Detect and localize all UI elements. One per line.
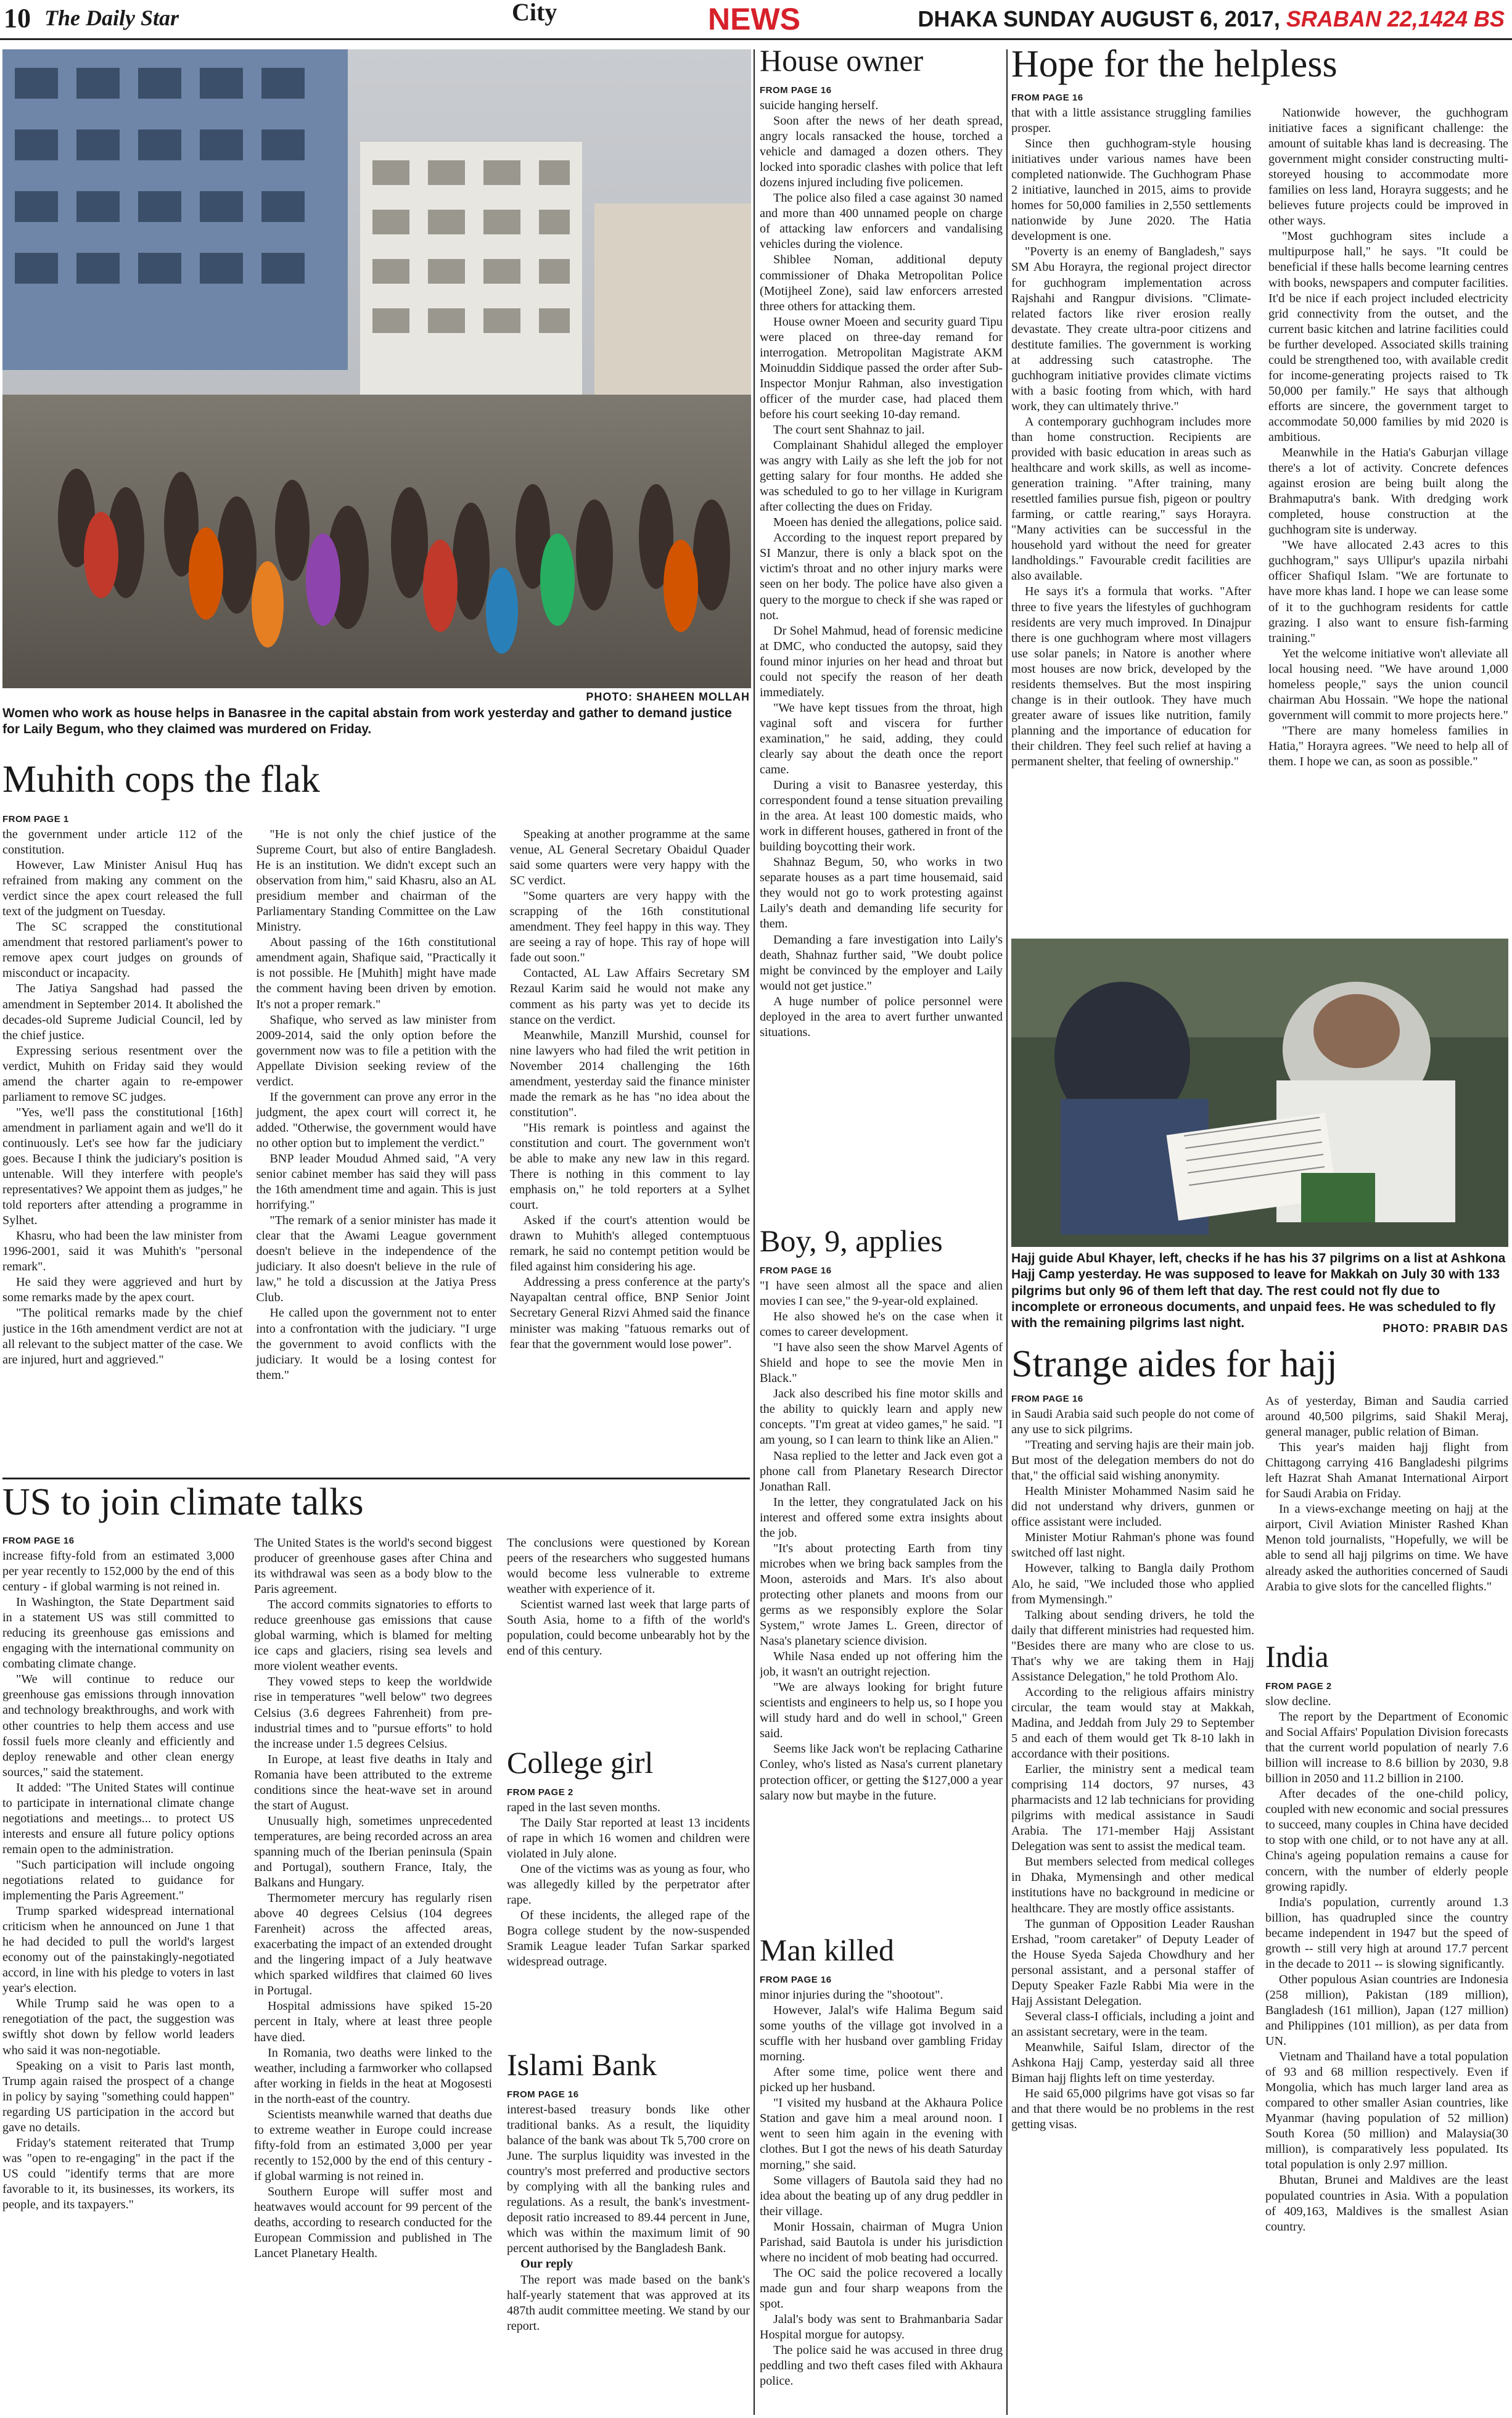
paragraph: "Yes, we'll pass the constitutional [16th] amendment in parliament again and we'll do it continuously. Let's see how far the judiciary goes. Because I think the judiciary's position is untenable. Will they interfere with people's representatives? We appoint them as judges," he told reporters after attending a programme in Sylhet.: [2, 1105, 243, 1228]
date-text: DHAKA SUNDAY AUGUST 6, 2017,: [918, 6, 1280, 31]
paragraph: "There are many homeless families in Hatia," Horayra agrees. "We need to help all of them. I hope we can, as soon as possible.": [1268, 723, 1508, 768]
paragraph: Shiblee Noman, additional deputy commissioner of Dhaka Metropolitan Police (Motijheel Zone), said law enforcers arrested three others for attacking them.: [760, 253, 1003, 313]
paragraph: The Jatiya Sangshad had passed the amendment in September 2014. It abolished the decades-old Supreme Judicial Council, led by the chief justice.: [2, 982, 243, 1042]
college-girl-body: [507, 1800, 750, 1970]
paragraph: Of these incidents, the alleged rape of the Bogra college student by the now-suspended Sramik League leader Tufan Sarkar sparked widespread outrage.: [507, 1909, 750, 1969]
climate-article-col3: [507, 1536, 750, 1743]
college-girl-from: FROM PAGE 2: [507, 1787, 573, 1798]
paragraph: "The political remarks made by the chief justice in the 16th amendment verdict are not at all relevant to the subject matter of the case. We are injured, hurt and aggrieved.": [2, 1306, 243, 1367]
paragraph: Several class-I officials, including a joint and an assistant secretary, were in the team.: [1011, 2009, 1254, 2039]
paragraph: Addressing a press conference at the party's Nayapaltan central office, BNP Senior Joint Secretary General Rizvi Ahmed said the finance minister was making "fatuous remarks out of fear that the government would lose power".: [509, 1275, 750, 1351]
paragraph: The police said he was accused in three drug peddling and two theft cases filed with Akhaura police.: [760, 2343, 1003, 2388]
paragraph: The OC said the police recovered a locally made gun and four sharp weapons from the spot.: [760, 2266, 1003, 2311]
paragraph: In a views-exchange meeting on hajj at the airport, Civil Aviation Minister Rashed Khan Menon told journalists, "Hopefully, we will be able to send all hajj pilgrims on time. We have already asked the authorities concerned of Saudi Arabia to give slots for the cancelled flights.": [1265, 1502, 1508, 1593]
paragraph: increase fifty-fold from an estimated 3,000 per year recently to 152,000 by the end of this century - if global warming is not reined in.: [2, 1549, 234, 1594]
paragraph: "It's about protecting Earth from tiny microbes when we bring back samples from the Moon, asteroids and Mars. It's also about protecting other planets and moons from our germs as we responsibly explore the Solar System," wrote James L. Green, director of Nasa's planetary science division.: [760, 1541, 1003, 1648]
paragraph: During a visit to Banasree yesterday, this correspondent found a tense situation prevailing in the area. At least 100 domestic maids, who work in different houses, gathered in front of the building boycotting their work.: [760, 778, 1003, 854]
muhith-headline: Muhith cops the flak: [2, 759, 320, 800]
hope-headline: Hope for the helpless: [1011, 43, 1337, 85]
paragraph: "His remark is pointless and against the constitution and court. The government won't be able to make any new law in this regard. There is nothing in this comment to lay emphasis on," he told reporters at a Sylhet court.: [509, 1121, 750, 1212]
lead-photo-credit: PHOTO: SHAHEEN MOLLAH: [586, 691, 750, 703]
paragraph: However, Jalal's wife Halima Begum said some youths of the village got involved in a scuffle with her husband over gambling Friday morning.: [760, 2004, 1003, 2064]
paragraph: raped in the last seven months.: [507, 1801, 660, 1814]
paragraph: Thermometer mercury has regularly risen above 40 degrees Celsius (104 degrees Farenheit) across the affected areas, exacerbating the impact of an extended drought and the lingering impact of a July heatwave which sparked wildfires that claimed 60 lives in Portugal.: [254, 1891, 492, 1998]
paragraph: in Saudi Arabia said such people do not come of any use to sick pilgrims.: [1011, 1407, 1254, 1437]
paragraph: "We will continue to reduce our greenhouse gas emissions through innovation and technology breakthroughs, and work with other countries to help them access and use fossil fuels more cleanly and efficiently and deploy renewable and other clean energy sources," said the statement.: [2, 1672, 234, 1779]
paragraph: House owner Moeen and security guard Tipu were placed on three-day remand for interrogation. Metropolitan Magistrate AKM Moinuddin Siddique passed the order after Sub-Inspector Monjur Rahman, also investigation officer of the murder case, had placed them before his court seeking 10-day remand.: [760, 315, 1003, 421]
paragraph: Seems like Jack won't be replacing Catharine Conley, who's listed as Nasa's current planetary protection officer, or getting the $127,000 a year salary now but maybe in the future.: [760, 1742, 1003, 1803]
paragraph: A huge number of police personnel were deployed in the area to avert further unwanted situations.: [760, 994, 1003, 1039]
hope-body: [1011, 105, 1508, 926]
paragraph: He says it's a formula that works. "After three to five years the lifestyles of guchhogram residents are very much improved. In Dinajpur there is one guchhogram where most villagers use solar panels; in Natore is another where most houses are now brick, developed by the residents themselves. But the most inspiring change is in their outlook. They have much greater aware of issues like nutrition, family planning and the importance of education for their children. They feel such relief at having a permanent shelter, that feeling of ownership.": [1011, 585, 1251, 768]
paragraph: The gunman of Opposition Leader Raushan Ershad, "room caretaker" of Deputy Leader of the House Syeda Sajeda Chowdhury and her personal assistant, and a personal staffer of Deputy Speaker Fazle Rabbi Mia were in the Hajj Assistant Delegation.: [1011, 1917, 1254, 2008]
masthead: [0, 0, 1512, 40]
paragraph: Speaking on a visit to Paris last month, Trump again raised the prospect of a change in policy by saying "something could happen" regarding US participation in the accord but gave no details.: [2, 2058, 234, 2134]
paragraph: After some time, police went there and picked up her husband.: [760, 2065, 1003, 2095]
college-girl-article: [507, 1787, 750, 2046]
paragraph: Earlier, the ministry sent a medical team comprising 114 doctors, 97 nurses, 43 pharmacists and 12 lab technicians for providing pilgrims with medical assistance in Saudi Arabia. The 171-member Hajj Assistant Delegation was sent to assist the medical team.: [1011, 1762, 1254, 1854]
paragraph: "We are always looking for bright future scientists and engineers to help us, so I hope you will study hard and do well in school," Green said.: [760, 1680, 1003, 1741]
paragraph: Friday's statement reiterated that Trump was "open to re-engaging" in the pact if the US could "identify terms that are more favorable to it, its businesses, its workers, its people, and its taxpayers.": [2, 2136, 234, 2211]
paragraph: Vietnam and Thailand have a total population of 93 and 68 million respectively. Even if Mongolia, which has much larger land area as compared to other smaller Asian countries, like Myanmar (having population of 52 million) South Korea (50 million) and Malaysia(30 million), is comparatively less populated. Its total population is only 2.97 million.: [1265, 2050, 1508, 2172]
paragraph: However, Law Minister Anisul Huq has refrained from making any comment on the verdict since the apex court released the full text of the judgment on Tuesday.: [2, 858, 243, 919]
islami-bank-body: [507, 2102, 750, 2334]
bangla-date: SRABAN 22,1424 BS: [1286, 6, 1505, 31]
paragraph: "Most guchhogram sites include a multipurpose hall," he says. "It could be beneficial if these halls become learning centres with books, newspapers and computer facilities. It'd be nice if each project included electricity grid connectivity from the outset, and the current basic kitchen and latrine facilities could be further developed. Associated skills training could be strengthened too, with available credit for income-generating projects raised to Tk 50,000 per family." He says that although efforts are sincere, the government target to accommodate 50,000 families by mid 2020 is ambitious.: [1268, 229, 1508, 444]
climate-from: FROM PAGE 16: [2, 1536, 75, 1546]
india-article: [1265, 1681, 1508, 2415]
paragraph: They vowed steps to keep the worldwide rise in temperatures "well below" two degrees Celsius (3.6 degrees Fahrenheit) from pre-industrial times and to "pursue efforts" to hold the increase under 1.5 degrees Celsius.: [254, 1675, 492, 1751]
paragraph: However, talking to Bangla daily Prothom Alo, he said, "We included those who applied from Mymensingh.": [1011, 1561, 1254, 1606]
muhith-body: [2, 827, 750, 1456]
paragraph: Speaking at another programme at the same venue, AL General Secretary Obaidul Quader said some quarters were very happy with the SC verdict.: [509, 828, 750, 888]
paragraph: Contacted, AL Law Affairs Secretary SM Rezaul Karim said he would not make any comment as his party was yet to decide its stance on the verdict.: [509, 966, 750, 1027]
paragraph: Shahnaz Begum, 50, who works in two separate houses as a part time housemaid, said they would not go to work protesting against Laily's death and demanding life security for them.: [760, 855, 1003, 931]
climate-article-col1: [2, 1536, 234, 2414]
news-label: NEWS: [708, 2, 800, 36]
paragraph: In the letter, they congratulated Jack on his interest and offered some extra insights about the job.: [760, 1495, 1003, 1540]
paragraph: Trump sparked widespread international criticism when he announced on June 1 that he had decided to pull the world's largest economy out of the painstakingly-negotiated accord, in line with his pledge to voters in last year's election.: [2, 1904, 234, 1996]
paragraph: Moeen has denied the allegations, police said.: [773, 516, 1003, 530]
paragraph: Since then guchhogram-style housing initiatives under various names have been completed nationwide. The Guchhogram Phase 2 initiative, launched in 2015, aims to provide homes for 50,000 families in 2,550 settlements nationwide by June 2020. The Hatia development is one.: [1011, 137, 1251, 244]
paragraph: Asked if the court's attention would be drawn to Muhith's alleged contemptuous remark, he said no contempt petition would be filed against him considering his age.: [509, 1214, 750, 1274]
paragraph: But members selected from medical colleges in Dhaka, Mymensingh and other medical institutions have no background in medicine or healthcare. They are mostly office assistants.: [1011, 1855, 1254, 1915]
dateline: [918, 6, 1505, 32]
hajj-photo-caption: Hajj guide Abul Khayer, left, checks if he has his 37 pilgrims on a list at Ashkona Hajj Camp yesterday. He was supposed to leave for Makkah on July 30 with 133 pilgrims but only 96 of them left that day. The rest could not fly due to incomplete or erroneous documents, and unpaid fees. He was scheduled to fly with the remaining pilgrims last night.: [1011, 1251, 1506, 1330]
paragraph: In Romania, two deaths were linked to the weather, including a farmworker who collapsed after working in fields in the heat at Mogosesti in the north-east of the country.: [254, 2046, 492, 2106]
paragraph: The court sent Shahnaz to jail.: [773, 422, 925, 437]
hope-from: FROM PAGE 16: [1011, 93, 1083, 103]
paragraph: Meanwhile in the Hatia's Gaburjan village there's a lot of activity. Concrete defences against erosion are being built along the Brahmaputra's bank. With dredging work completed, house construction at the guchhogram site is underway.: [1268, 446, 1508, 537]
climate-body-2: [254, 1536, 492, 2261]
paragraph: India's population, currently around 1.3 billion, has quadrupled since the country became independent in 1947 but the speed of growth -- still very high at around 17.7 percent in the decade to 2011 -- is slowing significantly.: [1265, 1895, 1508, 1971]
paragraph: "I have also seen the show Marvel Agents of Shield and hope to see the movie Men in Black.": [760, 1341, 1003, 1386]
paragraph: "We have allocated 2.43 acres to this guchhogram," says Ullipur's upazila nirbahi officer Shafiqul Islam. "We are fortunate to have more khas land. I hope we can lease some of it to the guchhogram residents for cattle grazing. I also want to ensure fish-farming training.": [1268, 538, 1508, 645]
hajj-article-col1: [1011, 1394, 1254, 2415]
paragraph: According to the inquest report prepared by SI Manzur, there is only a black spot on the victim's throat and no other injury marks were seen on her body. The police have also given a query to the morgue to check if she was raped or not.: [760, 531, 1003, 622]
india-body: [1265, 1694, 1508, 2235]
hajj-headline: Strange aides for hajj: [1011, 1343, 1337, 1385]
paragraph: "Poverty is an enemy of Bangladesh," says SM Abu Horayra, the regional project director for guchhogram implementation across Rajshahi and Rangpur divisions. "Climate-related factors like river erosion really devastate. They create ultra-poor citizens and destitute families. The government is working at addressing such catastrophe. The guchhogram initiative provides climate victims with a basic footing from which, with hard work, they can ultimately thrive.": [1011, 245, 1251, 413]
paragraph: Some villagers of Bautola said they had no idea about the beating up of any drug peddler in their village.: [760, 2173, 1003, 2218]
islami-bank-from: FROM PAGE 16: [507, 2089, 579, 2100]
islami-bank-article: [507, 2089, 750, 2415]
paragraph: Khasru, who had been the law minister from 1996-2001, said it was Muhith's "personal remark".: [2, 1229, 243, 1274]
india-headline: India: [1265, 1639, 1329, 1674]
climate-headline: US to join climate talks: [2, 1481, 364, 1523]
paragraph: Other populous Asian countries are Indonesia (258 million), Pakistan (189 million), Bangladesh (161 million), Japan (127 million) and Philippines (101 million), as per data from UN.: [1265, 1972, 1508, 2049]
paragraph: Monir Hossain, chairman of Mugra Union Parishad, said Bautola is under his jurisdiction where no incident of mob beating had occurred.: [760, 2219, 1003, 2264]
paragraph: The United States is the world's second biggest producer of greenhouse gases after China and its withdrawal was seen as a body blow to the Paris agreement.: [254, 1536, 492, 1597]
lead-photo-caption: Women who work as house helps in Banasree in the capital abstain from work yesterday and gather to demand justice for Laily Begum, who they claimed was murdered on Friday.: [2, 706, 732, 737]
paragraph: Scientists meanwhile warned that deaths due to extreme weather in Europe could increase fifty-fold from an estimated 3,000 per year recently to 152,000 by the end of this century - if global warming is not reined in.: [254, 2107, 492, 2183]
paragraph: BNP leader Moudud Ahmed said, "A very senior cabinet member has said they will pass the 16th amendment time and again. This is just horrifying.": [256, 1151, 496, 1212]
paragraph: "The remark of a senior minister has made it clear that the Awami League government doesn't believe in the independence of the judiciary. It also doesn't believe in the rule of law," he told a discussion at the Jatiya Press Club.: [256, 1214, 496, 1305]
paragraph: that with a little assistance struggling families prosper.: [1011, 106, 1251, 136]
paragraph: Meanwhile, Manzill Murshid, counsel for nine lawyers who had filed the writ petition in November 2014 challenging the 16th amendment, yesterday said the finance minister made the remark as he has "no idea about the constitution".: [509, 1028, 750, 1119]
paragraph: While Nasa ended up not offering him the job, it wasn't an outright rejection.: [760, 1650, 1003, 1679]
paragraph: About passing of the 16th constitutional amendment again, Shafique said, "Practically it is not possible. He [Muhith] might have made the comment having been driven by emotion. It's not a proper remark.": [256, 936, 496, 1011]
hajj-photo-credit: PHOTO: PRABIR DAS: [1383, 1322, 1508, 1334]
climate-body-1: [2, 1548, 234, 2213]
paragraph: While Trump said he was open to a renegotiation of the pact, the suggestion was swiftly shot down by fellow world leaders who said it was non-negotiable.: [2, 1997, 234, 2057]
hajj-from: FROM PAGE 16: [1011, 1394, 1083, 1404]
paragraph: "Treating and serving hajis are their main job. But most of the delegation members do not do that," the official said wishing anonymity.: [1011, 1438, 1254, 1483]
paragraph: "I have seen almost all the space and alien movies I can see," the 9-year-old explained.: [760, 1279, 1003, 1309]
boy-from: FROM PAGE 16: [760, 1265, 832, 1276]
paragraph: Dr Sohel Mahmud, head of forensic medicine at DMC, who conducted the autopsy, said they found minor injuries on her head and throat but could not specify the reason of her death immediately.: [760, 623, 1003, 699]
paragraph: Talking about sending drivers, he told the daily that different ministries had requested him. "Besides there are many who are close to us. That's why we are taking them in Hajj Assistance Delegation," he told Prothom Alo.: [1011, 1608, 1254, 1684]
paragraph: The accord commits signatories to efforts to reduce greenhouse gas emissions that cause global warming, which is blamed for melting ice caps and glaciers, rising sea levels and more violent weather events.: [254, 1598, 492, 1674]
paragraph: "I visited my husband at the Akhaura Police Station and gave him a meal around noon. I went to seen him again in the evening with clothes. But I got the news of his death Saturday morning," she said.: [760, 2096, 1003, 2172]
climate-article-col2: [254, 1536, 492, 2414]
paragraph: the government under article 112 of the constitution.: [2, 828, 243, 857]
hajj-guide-image: [1011, 939, 1508, 1247]
section-label: City: [512, 0, 557, 26]
paragraph: slow decline.: [1265, 1695, 1331, 1708]
paragraph: He called upon the government not to enter into a confrontation with the judiciary. "I urge the government to avoid conflicts with the judiciary. It would be a losing contest for them.": [256, 1306, 496, 1382]
paragraph: Unusually high, sometimes unprecedented temperatures, are being recorded across an area spanning much of the Iberian peninsula (Spain and Portugal), southern France, Italy, the Balkans and Hungary.: [254, 1814, 492, 1890]
paragraph: Hospital admissions have spiked 15-20 percent in Italy, where at least three people have died.: [254, 1999, 492, 2044]
man-killed-from: FROM PAGE 16: [760, 1975, 832, 1985]
hajj-body-1: [1011, 1407, 1254, 2132]
paragraph: suicide hanging herself.: [760, 99, 879, 112]
paragraph: Nasa replied to the letter and Jack even got a phone call from Planetary Research Director Jonathan Rall.: [760, 1449, 1003, 1494]
column-divider: [754, 49, 755, 2415]
paragraph: The conclusions were questioned by Korean peers of the researchers who suggested humans would become less vulnerable to extreme weather with experience of it.: [507, 1536, 750, 1597]
muhith-from: FROM PAGE 1: [2, 814, 69, 825]
paragraph: "Such participation will include ongoing negotiations related to guidance for implementing the Paris Agreement.": [2, 1857, 234, 1903]
paragraph: The Daily Star reported at least 13 incidents of rape in which 16 women and children were violated in July alone.: [507, 1816, 750, 1861]
house-owner-article: [760, 85, 1003, 1233]
paragraph: Bhutan, Brunei and Maldives are the least populated countries in Asia. With a population of 409,163, Maldives is the smallest Asian country.: [1265, 2173, 1508, 2234]
paragraph: "We have kept tissues from the throat, high vaginal soft and viscera for further examination," he said, adding, they could clearly say about the death once the report came.: [760, 701, 1003, 777]
house-owner-body: [760, 98, 1003, 1040]
boy-headline: Boy, 9, applies: [760, 1223, 943, 1258]
protest-scene-image: [2, 49, 751, 688]
paragraph: Nationwide however, the guchhogram initiative faces a significant challenge: the amount of suitable khas land is decreasing. The government might consider constructing multi-storeyed housing to accommodate more families on less land, Horayra suggests; and he believes future projects could be improved in other ways.: [1268, 106, 1508, 228]
paragraph: Soon after the news of her death spread, angry locals ransacked the house, torched a vehicle and damaged a dozen others. They locked into sporadic clashes with police that left dozens injured including five policemen.: [760, 114, 1003, 190]
islami-bank-headline: Islami Bank: [507, 2047, 657, 2082]
muhith-article: [2, 814, 750, 1470]
paragraph: One of the victims was as young as four, who was allegedly killed by the perpetrator after rape.: [507, 1862, 750, 1907]
paragraph: As of yesterday, Biman and Saudia carried around 40,500 pilgrims, said Shakil Meraj, general manager, public relation of Biman.: [1265, 1394, 1508, 1439]
paragraph: Southern Europe will suffer most and heatwaves would account for 99 percent of the deaths, according to research conducted for the European Commission and published in The Lancet Planetary Health.: [254, 2184, 492, 2261]
paragraph: Yet the welcome initiative won't alleviate all local housing need. "We have around 1,000 homeless people," says the union council chairman Abu Hossain. "We hope the national government will commit to more projects here.": [1268, 646, 1508, 722]
paragraph: "He is not only the chief justice of the Supreme Court, but also of entire Bangladesh. He is an institution. We didn't except such an observation from him," said Khasru, also an AL presidium member and chairman of the Parliamentary Standing Committee on the Law Ministry.: [256, 828, 496, 934]
hajj-body-2: [1265, 1394, 1508, 1595]
paragraph: Expressing serious resentment over the verdict, Muhith on Friday said they would amend the charter again to re-empower parliament to remove SC judges.: [2, 1043, 243, 1104]
paragraph: He said they were aggrieved and hurt by some remarks made by the apex court.: [2, 1275, 243, 1305]
paragraph: A contemporary guchhogram includes more than home construction. Recipients are provided with basic education in areas such as healthcare and work skills, as well as income-generation training. "After training, many resettled families pursue fish, pigeon or poultry farming, or cattle rearing," says Horayra. "Many activities can be successful in the household yard without the need for greater landholdings." Favourable credit facilities are also available.: [1011, 414, 1251, 583]
paragraph: If the government can prove any error in the judgment, the apex court will correct it, he added. "Otherwise, the government would have no other option but to implement the verdict.": [256, 1090, 496, 1150]
column-divider: [1006, 49, 1008, 2415]
paragraph: Demanding a fare investigation into Laily's death, Shahnaz further said, "We doubt police might be convinced by the employer and Laily would not get justice.": [760, 932, 1003, 993]
man-killed-headline: Man killed: [760, 1933, 895, 1967]
paragraph: interest-based treasury bonds like other traditional banks. As a result, the liquidity balance of the bank was about Tk 5,700 crore on June. The surplus liquidity was invested in the country's most preferred and productive sectors by complying with all the banking rules and regulations. As a result, the bank's investment-deposit ratio increased to 89.44 percent in June, which was within the maximum limit of 90 percent authorised by the Bangladesh Bank.: [507, 2103, 750, 2256]
college-girl-headline: College girl: [507, 1745, 654, 1780]
lead-photo: [2, 49, 751, 688]
paragraph: It added: "The United States will continue to participate in international climate change negotiations and meetings... to protect US interests and ensure all future policy options remain open to the administration.: [2, 1780, 234, 1856]
paragraph: "Some quarters are very happy with the scrapping of the 16th constitutional amendment. They feel happy in this way. They are seeing a ray of hope. This ray of hope will fade out soon.": [509, 889, 750, 965]
paragraph: Complainant Shahidul alleged the employer was angry with Laily as she left the job for not getting salary for four months. He added she was scheduled to go to her village in Kurigram after collecting the dues on Friday.: [760, 438, 1003, 514]
house-owner-headline: House owner: [760, 43, 924, 78]
paragraph: After decades of the one-child policy, coupled with new economic and social pressures to succeed, many couples in China have decided to stop with one child, or to not have any at all. China's ageing population remains a cause for concern, with the number of elderly people growing rapidly.: [1265, 1787, 1508, 1894]
paragraph: He also showed he's on the case when it comes to career development.: [760, 1310, 1003, 1339]
man-killed-article: [760, 1975, 1003, 2415]
paragraph: According to the religious affairs ministry circular, the team would stay at Makkah, Madina, and Jeddah from July 29 to September 5 and each of them would get Tk 8-10 lakh in accordance with their positions.: [1011, 1685, 1254, 1761]
man-killed-body: [760, 1988, 1003, 2389]
paragraph: The SC scrapped the constitutional amendment that restored parliament's power to remove apex court judges on grounds of misconduct or incapacity.: [2, 920, 243, 981]
paragraph: Jack also described his fine motor skills and the ability to quickly learn and apply new concepts. "I'm great at video games," he said. "I am young, so I can learn to think like an Alien.": [760, 1387, 1003, 1447]
paragraph: The report by the Department of Economic and Social Affairs' Population Division forecasts that the current world population of nearly 7.6 billion will increase to 8.6 billion by 2030, 9.8 billion in 2050 and 11.2 billion in 2100.: [1265, 1710, 1508, 1786]
house-owner-from: FROM PAGE 16: [760, 85, 832, 96]
page-number: 10: [4, 3, 31, 33]
hajj-photo: [1011, 939, 1508, 1247]
paragraph: Health Minister Mohammed Nasim said he did not understand why drivers, gunmen or office assistant were included.: [1011, 1484, 1254, 1529]
boy-article: [760, 1265, 1003, 1929]
paragraph: minor injuries during the "shootout".: [760, 1988, 943, 2002]
paragraph: The report was made based on the bank's half-yearly statement that was approved at its 487th audit committee meeting. We stand by our report.: [507, 2272, 750, 2333]
paragraph: The police also filed a case against 30 named and more than 400 unnamed people on charge of attacking law enforcers and vandalising vehicles during the violence.: [760, 191, 1003, 252]
hope-article: [1011, 93, 1508, 931]
paragraph: Jalal's body was sent to Brahmanbaria Sadar Hospital morgue for autopsy.: [760, 2312, 1003, 2342]
section-divider: [2, 1478, 750, 1479]
subhead: Our reply: [520, 2257, 573, 2271]
paragraph: Scientist warned last week that large parts of South Asia, home to a fifth of the world's population, could become unbearably hot by the end of this century.: [507, 1598, 750, 1658]
paragraph: He said 65,000 pilgrims have got visas so far and that there would be no problems in the rest getting visas.: [1011, 2087, 1254, 2132]
paper-name: The Daily Star: [44, 6, 179, 30]
paragraph: In Europe, at least five deaths in Italy and Romania have been attributed to the extreme conditions since the heat-wave set in around the start of August.: [254, 1752, 492, 1812]
hajj-article-col2: [1265, 1394, 1508, 1634]
boy-body: [760, 1278, 1003, 1804]
climate-body-3: [507, 1536, 750, 1659]
paragraph: Minister Motiur Rahman's phone was found switched off last night.: [1011, 1531, 1254, 1560]
paragraph: This year's maiden hajj flight from Chittagong carrying 416 Bangladeshi pilgrims left Hazrat Shah Amanat International Airport for Saudi Arabia on Friday.: [1265, 1441, 1508, 1501]
paragraph: In Washington, the State Department said in a statement US was still committed to reducing its greenhouse gas emissions and engaging with the international community on combating climate change.: [2, 1595, 234, 1671]
india-from: FROM PAGE 2: [1265, 1681, 1332, 1692]
paragraph: Meanwhile, Saiful Islam, director of the Ashkona Hajj Camp, yesterday said all three Biman hajj flights left on time yesterday.: [1011, 2040, 1254, 2086]
paragraph: Shafique, who served as law minister from 2009-2014, said the only option before the government now was to file a petition with the Appellate Division seeking review of the verdict.: [256, 1013, 496, 1088]
